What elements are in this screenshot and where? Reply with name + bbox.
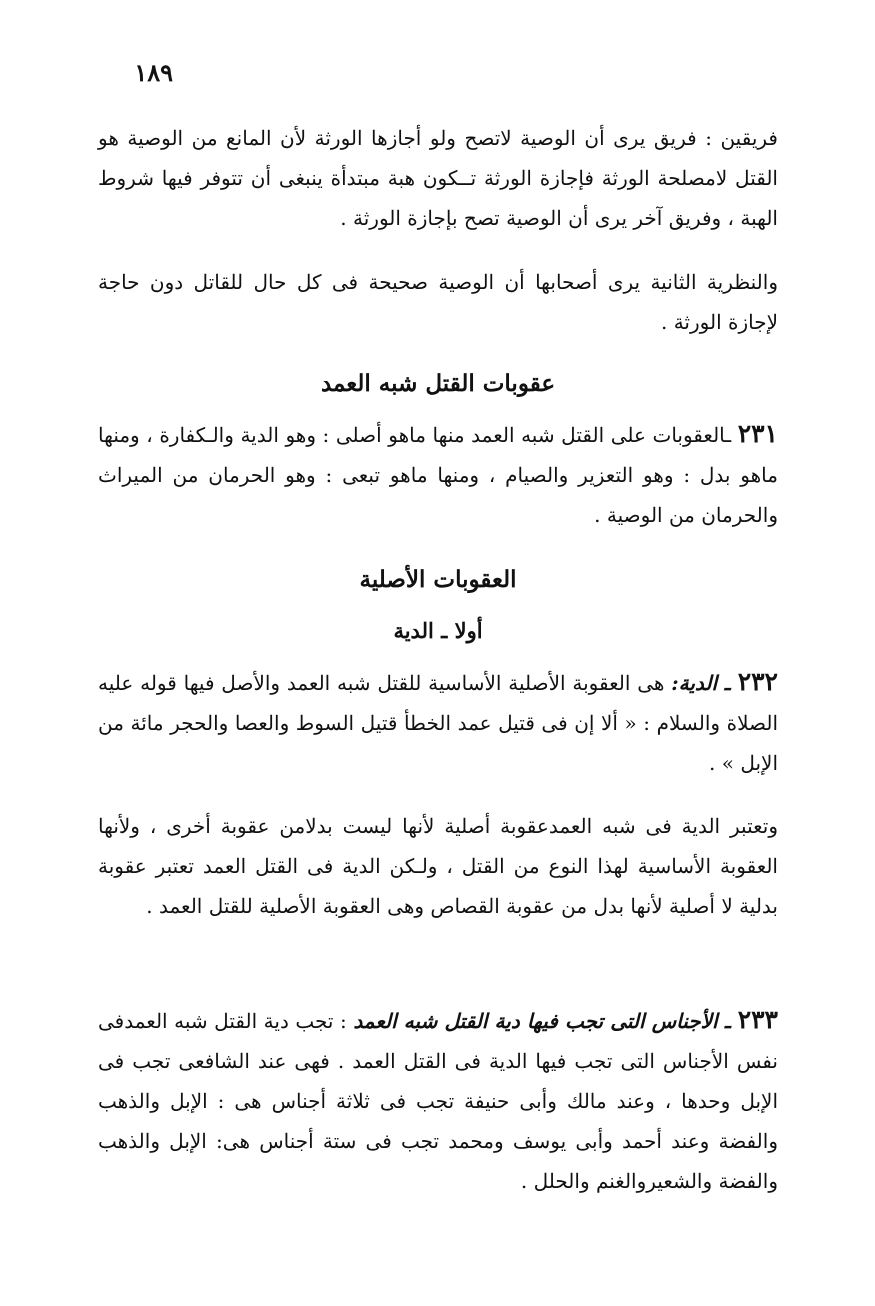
paragraph-number: ٢٣١ — [737, 419, 778, 448]
page-number: ١٨٩ — [134, 58, 173, 87]
paragraph-text: : تجب دية القتل شبه العمدفى نفس الأجناس التى تجب فيها الدية فى القتل العمد . فهى عند الشافعى تجب فى الإبل وحدها ، وعند مالك وأبى حنيفة تجب فى ثلاثة أجناس هى : الإبل والذهب والفضة وعند أحمد وأبى يوسف ومحمد تجب فى ستة أجناس هى: الإبل والذهب والفضة والشعيروالغنم والحلل . — [98, 1009, 778, 1193]
section-heading-original-punishments: العقوبات الأصلية — [359, 566, 517, 593]
document-page — [98, 52, 778, 1252]
paragraph-term: ـ الأجناس التى تجب فيها دية القتل شبه العمد — [353, 1009, 738, 1033]
paragraph-233 — [98, 1000, 778, 1201]
subheading-diya: أولا ـ الدية — [393, 618, 483, 643]
paragraph-text: هى العقوبة الأصلية الأساسية للقتل شبه العمد والأصل فيها قوله عليه الصلاة والسلام : « ألا إن فى قتيل عمد الخطأ قتيل السوط والعصا والحجر مائة من الإبل » . — [98, 671, 778, 775]
paragraph-second-theory: والنظرية الثانية يرى أصحابها أن الوصية صحيحة فى كل حال للقاتل دون حاجة لإجازة الورثة . — [98, 270, 778, 334]
paragraph-number: ٢٣٣ — [737, 1005, 778, 1034]
paragraph-number: ٢٣٢ — [737, 667, 778, 696]
paragraph-diya-original: وتعتبر الدية فى شبه العمدعقوبة أصلية لأنها ليست بدلامن عقوبة أخرى ، ولأنها العقوبة الأساسية لهذا النوع من القتل ، ولـكن الدية فى القتل العمد تعتبر عقوبة بدلية لا أصلية لأنها بدل من عقوبة القصاص وهى العقوبة الأصلية للقتل العمد . — [98, 814, 778, 918]
section-heading-punishments: عقوبات القتل شبه العمد — [320, 370, 556, 397]
paragraph-term: ـ الدية: — [671, 671, 738, 695]
paragraph-wasiyya-groups: فريقين : فريق يرى أن الوصية لاتصح ولو أجازها الورثة لأن المانع من الوصية هو القتل لامصلحة الورثة فإجازة الورثة تــكون هبة مبتدأة ينبغى أن تتوفر فيها شروط الهبة ، وفريق آخر يرى أن الوصية تصح بإجازة الورثة . — [98, 126, 778, 230]
paragraph-text: ـالعقوبات على القتل شبه العمد منها ماهو أصلى : وهو الدية والـكفارة ، ومنها ماهو بدل : وهو التعزير والصيام ، ومنها ماهو تبعى : وهو الحرمان من الميراث والحرمان من الوصية . — [98, 423, 778, 527]
paragraph-231 — [98, 414, 778, 535]
paragraph-232 — [98, 662, 778, 783]
